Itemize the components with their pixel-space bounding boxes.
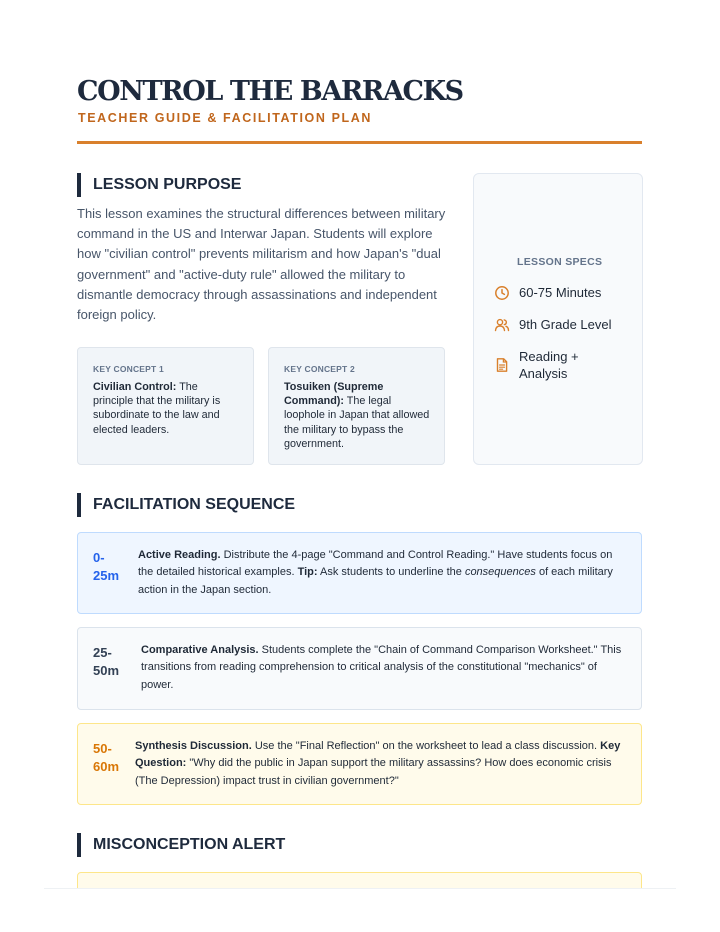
step-description: [138, 547, 628, 599]
step-description: [135, 738, 625, 790]
step-title: Active Reading.: [138, 549, 221, 561]
spec-duration: [494, 284, 629, 301]
lesson-purpose-heading: LESSON PURPOSE: [77, 173, 241, 197]
spec-grade-level: [494, 316, 629, 333]
clock-icon: [494, 285, 510, 301]
step-question-label: Key Question:: [135, 740, 621, 770]
step-time: 0-25m: [93, 550, 120, 583]
lesson-purpose-text: This lesson examines the structural differences between military command in the US and Interwar Japan. Students will explore how "civilian control" prevents militarism and how Japan's "dual government" and "active-duty rule" allowed the military to dismantle democracy through assassinations and independent foreign policy.: [77, 206, 446, 323]
step-title: Comparative Analysis.: [141, 644, 259, 656]
facilitation-sequence-heading: FACILITATION SEQUENCE: [77, 493, 295, 517]
users-icon: [494, 317, 510, 333]
key-concept-body: [93, 380, 239, 437]
spec-format-text: Reading + Analysis: [519, 349, 579, 381]
step-text: Ask students to underline the: [317, 566, 465, 579]
step-tip-label: Tip:: [297, 566, 318, 579]
page-subtitle: TEACHER GUIDE & FACILITATION PLAN: [78, 111, 372, 125]
step-time: 25-50m: [93, 645, 120, 678]
sequence-step-active-reading: [77, 532, 642, 614]
step-time: 50-60m: [93, 741, 120, 774]
page-edge-line: [44, 888, 676, 889]
key-concept-card-2: [268, 347, 445, 465]
spec-duration-text: 60-75 Minutes: [519, 285, 602, 300]
title-divider: [77, 141, 642, 144]
lesson-specs-panel: [473, 173, 643, 465]
sequence-step-synthesis-discussion: [77, 723, 642, 805]
page-bottom-cut: [0, 889, 720, 932]
misconception-alert-heading: MISCONCEPTION ALERT: [77, 833, 285, 857]
key-concept-label: KEY CONCEPT 1: [93, 364, 164, 374]
step-description: [141, 642, 631, 694]
sequence-step-comparative-analysis: [77, 627, 642, 710]
key-concept-label: KEY CONCEPT 2: [284, 364, 355, 374]
key-concept-body: [284, 380, 430, 451]
step-text: Use the "Final Reflection" on the worksheet to lead a class discussion.: [251, 740, 601, 752]
spec-grade-level-text: 9th Grade Level: [519, 317, 612, 332]
step-text: Distribute the 4-page "Command and Control Reading." Have students focus on the detailed historical examples.: [138, 549, 613, 579]
key-concept-term: Tosuiken (Supreme Command):: [284, 381, 384, 408]
spec-format: [494, 348, 629, 382]
key-concept-definition: The principle that the military is subordinate to the law and elected leaders.: [93, 381, 221, 436]
page-title: CONTROL THE BARRACKS: [77, 76, 463, 107]
key-concept-term: Civilian Control:: [93, 381, 177, 393]
lesson-specs-title: LESSON SPECS: [517, 256, 603, 268]
document-icon: [494, 357, 510, 373]
step-emphasis: consequences: [464, 566, 536, 579]
key-concept-definition: The legal loophole in Japan that allowed the military to bypass the government.: [284, 395, 430, 450]
key-concept-card-1: [77, 347, 254, 465]
step-text: Students complete the "Chain of Command Comparison Worksheet." This transitions from reading comprehension to critical analysis of the constitutional "mechanics" of power.: [141, 644, 622, 691]
step-title: Synthesis Discussion.: [135, 740, 252, 752]
step-text: of each military action in the Japan section.: [138, 566, 613, 596]
step-text: "Why did the public in Japan support the military assassins? How does economic crisis (The Depression) impact trust in civilian government?": [135, 757, 612, 787]
